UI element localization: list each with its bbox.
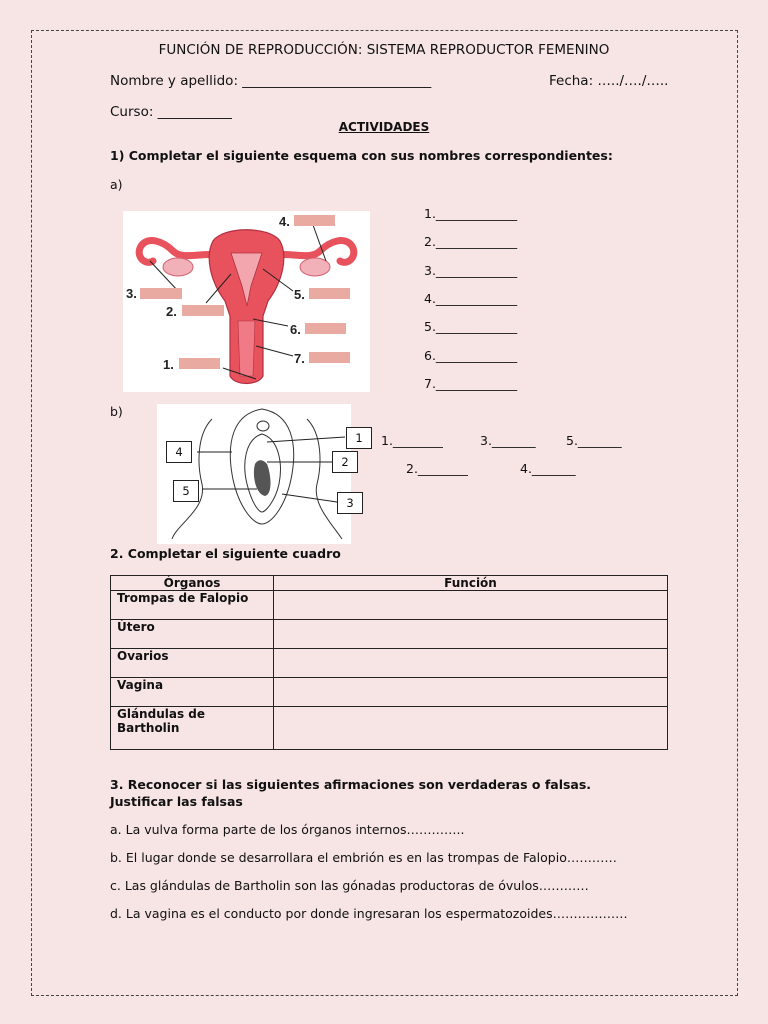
diagram-a-number: 6. xyxy=(290,322,301,337)
part-a-label: a) xyxy=(110,177,123,192)
diagram-b-number: 1 xyxy=(346,427,372,449)
statement-item: b. El lugar donde se desarrollara el embrión es en las trompas de Falopio………… xyxy=(110,850,617,865)
column-header-function: Función xyxy=(274,576,668,591)
answer-line: 1._____________ xyxy=(424,206,518,221)
organ-cell: Ovarios xyxy=(111,649,274,678)
answer-line: 6._____________ xyxy=(424,348,518,363)
diagram-b-number: 3 xyxy=(337,492,363,514)
answer-line: 5._____________ xyxy=(424,319,518,334)
diagram-a-number: 5. xyxy=(294,287,305,302)
date-field: Fecha: …../…./….. xyxy=(549,73,669,89)
part-b-label: b) xyxy=(110,404,123,419)
organ-cell: Vagina xyxy=(111,678,274,707)
statement-item: a. La vulva forma parte de los órganos internos………….. xyxy=(110,822,465,837)
worksheet-title: FUNCIÓN DE REPRODUCCIÓN: SISTEMA REPRODUCTOR FEMENINO xyxy=(158,42,610,58)
function-cell[interactable] xyxy=(274,678,668,707)
diagram-a-number: 7. xyxy=(294,351,305,366)
answer-line: 4._____________ xyxy=(424,291,518,306)
organ-cell: Útero xyxy=(111,620,274,649)
answer-line: 4._______ xyxy=(520,461,576,476)
column-header-organs: Órganos xyxy=(111,576,274,591)
diagram-a-number: 3. xyxy=(126,286,137,301)
answer-line: 7._____________ xyxy=(424,376,518,391)
statement-item: d. La vagina es el conducto por donde ingresaran los espermatozoides……………… xyxy=(110,906,628,921)
answer-line: 5._______ xyxy=(566,433,622,448)
answer-line: 2.________ xyxy=(406,461,468,476)
uterus-diagram xyxy=(123,211,370,392)
statement-item: c. Las glándulas de Bartholin son las gónadas productoras de óvulos………… xyxy=(110,878,589,893)
diagram-b-number: 2 xyxy=(332,451,358,473)
section2-title: 2. Completar el siguiente cuadro xyxy=(110,546,341,561)
organs-table xyxy=(110,575,668,750)
course-field: Curso: ___________ xyxy=(110,104,232,120)
diagram-b-number: 5 xyxy=(173,480,199,502)
answer-line: 3._____________ xyxy=(424,263,518,278)
answer-line: 2._____________ xyxy=(424,234,518,249)
diagram-b-number: 4 xyxy=(166,441,192,463)
activities-heading: ACTIVIDADES xyxy=(338,120,430,134)
name-field: Nombre y apellido: ____________________________ xyxy=(110,73,432,89)
organ-cell: Glándulas de Bartholin xyxy=(111,707,274,750)
section1-title: 1) Completar el siguiente esquema con sus nombres correspondientes: xyxy=(110,148,613,163)
function-cell[interactable] xyxy=(274,620,668,649)
diagram-a-number: 1. xyxy=(163,357,174,372)
organ-cell: Trompas de Falopio xyxy=(111,591,274,620)
diagram-a-number: 4. xyxy=(279,214,290,229)
function-cell[interactable] xyxy=(274,591,668,620)
answer-line: 3._______ xyxy=(480,433,536,448)
section3-subtitle: Justificar las falsas xyxy=(110,794,243,809)
answer-line: 1.________ xyxy=(381,433,443,448)
section3-title: 3. Reconocer si las siguientes afirmaciones son verdaderas o falsas. xyxy=(110,777,592,792)
vulva-diagram xyxy=(157,404,351,544)
function-cell[interactable] xyxy=(274,707,668,750)
diagram-a-number: 2. xyxy=(166,304,177,319)
function-cell[interactable] xyxy=(274,649,668,678)
